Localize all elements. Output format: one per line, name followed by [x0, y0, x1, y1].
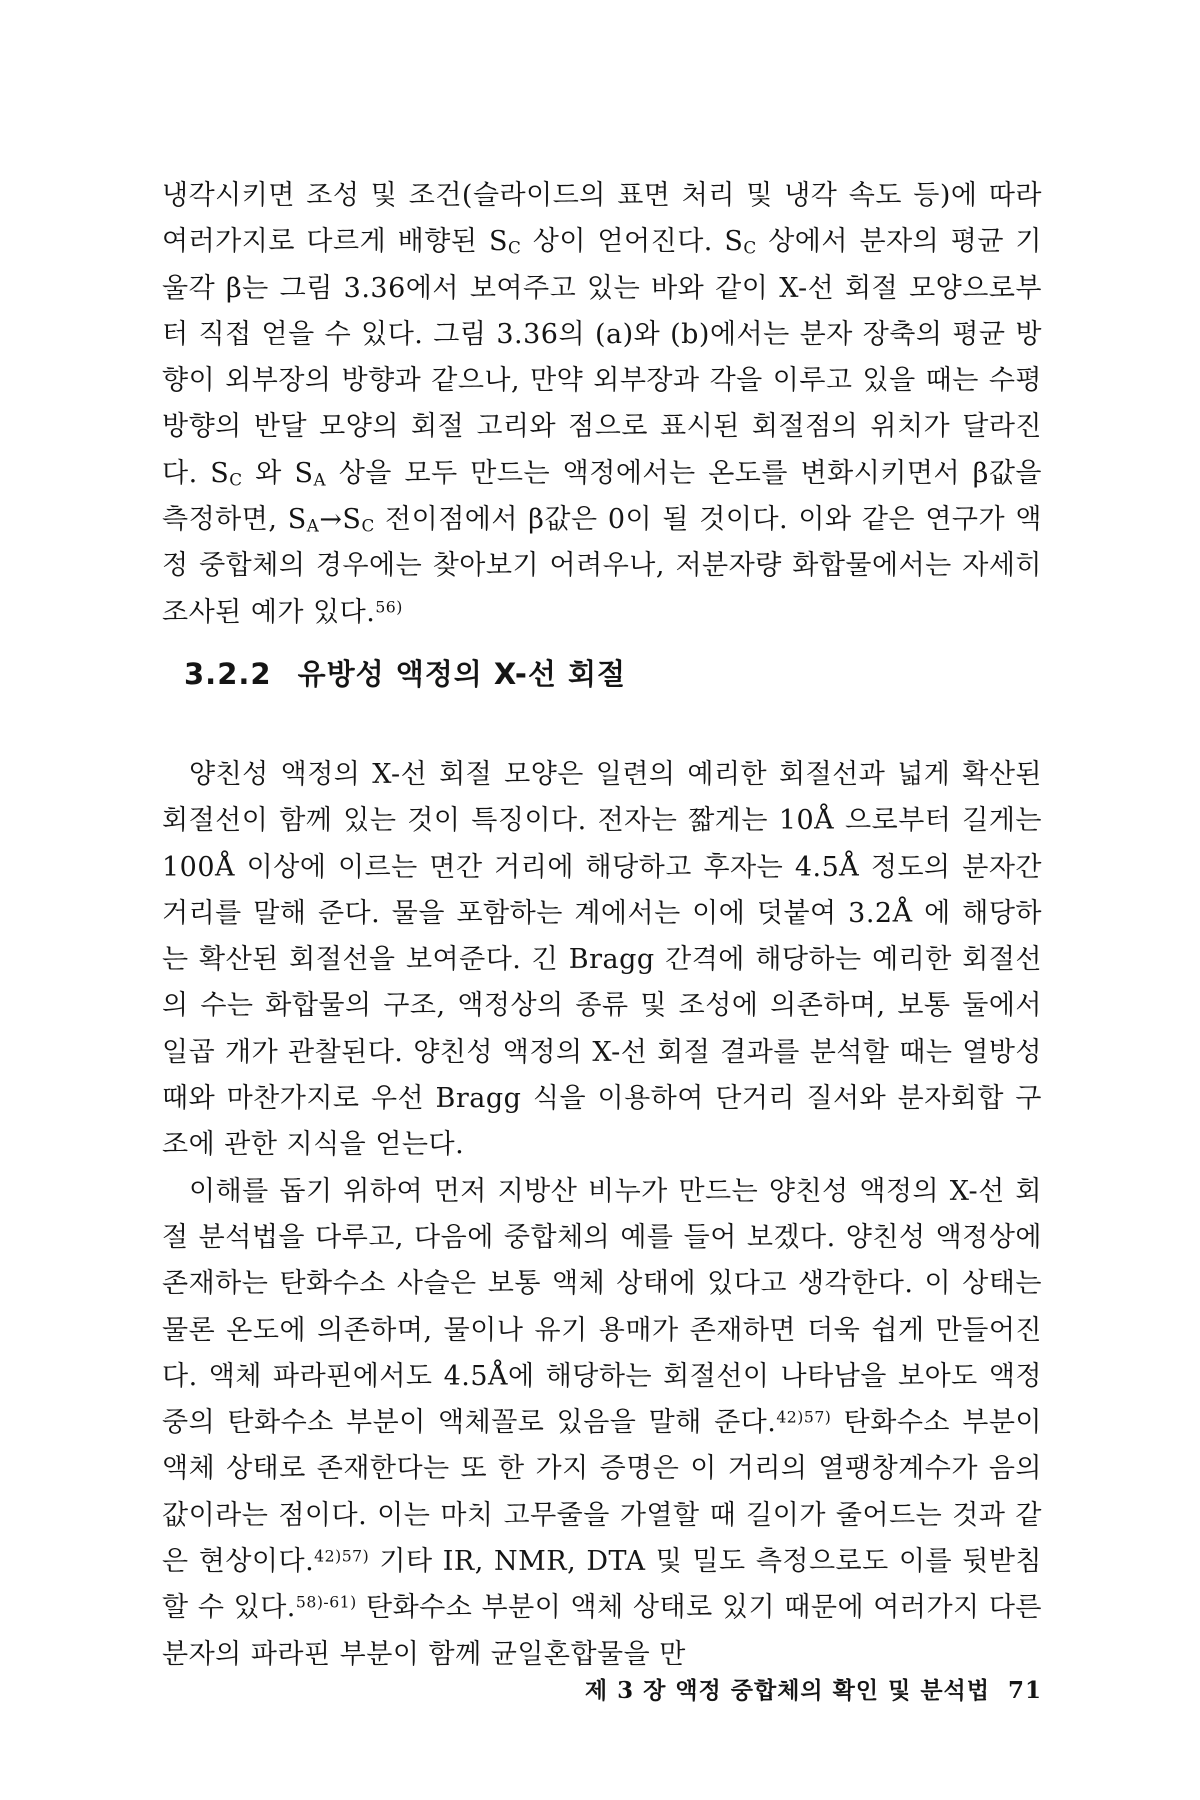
- subscript: A: [313, 469, 327, 490]
- section-number: 3.2.2: [184, 657, 272, 691]
- text-run: 탄화수소 부분이 액체 상태로 있기 때문에 여러가지 다른 분자의 파라핀 부분이 함께 균일혼합물을 만: [162, 1592, 1043, 1670]
- page-footer: [585, 1672, 1042, 1705]
- text-run: 기타 IR, NMR, DTA 및 밀도 측정으로도 이를 뒷받침할 수 있다.: [162, 1546, 1042, 1624]
- reference-superscript: 56): [375, 597, 403, 617]
- text-run: 이해를 돕기 위하여 먼저 지방산 비누가 만드는 양친성 액정의 X-선 회절 분석법을 다루고, 다음에 중합체의 예를 들어 보겠다. 양친성 액정상에 존재하는 탄화수소 사슬은 보통 액체 상태에 있다고 생각한다. 이 상태는 물론 온도에 의존하며, 물이나 유기 용매가 존재하면 더욱 쉽게 만들어진다. 액체 파라핀에서도 4.5Å에 해당하는 회절선이 나타남을 보아도 액정 중의 탄화수소 부분이 액체꼴로 있음을 말해 준다.: [162, 1175, 1042, 1439]
- paragraph-2: 양친성 액정의 X-선 회절 모양은 일련의 예리한 회절선과 넓게 확산된 회절선이 함께 있는 것이 특징이다. 전자는 짧게는 10Å 으로부터 길게는 100Å 이상에 이르는 면간 거리에 해당하고 후자는 4.5Å 정도의 분자간 거리를 말해 준다. 물을 포함하는 계에서는 이에 덧붙여 3.2Å 에 해당하는 확산된 회절선을 보여준다. 긴 Bragg 간격에 해당하는 예리한 회절선의 수는 화합물의 구조, 액정상의 종류 및 조성에 의존하며, 보통 둘에서 일곱 개가 관찰된다. 양친성 액정의 X-선 회절 결과를 분석할 때는 열방성 때와 마찬가지로 우선 Bragg 식을 이용하여 단거리 질서와 분자회합 구조에 관한 지식을 얻는다.: [162, 759, 1042, 1161]
- subscript: C: [361, 515, 375, 536]
- text-run: 상에서 분자의 평균 기울각 β는 그림 3.36에서 보여주고 있는 바와 같이 X-선 회절 모양으로부터 직접 얻을 수 있다. 그림 3.36의 (a)와 (b)에서는 분자 장축의 평균 방향이 외부장의 방향과 같으나, 만약 외부장과 각을 이루고 있을 때는 수평 방향의 반달 모양의 회절 고리와 점으로 표시된 회절점의 위치가 달라진다. S: [162, 226, 1042, 489]
- text-run: 냉각시키면 조성 및 조건(슬라이드의 표면 처리 및 냉각 속도 등)에 따라 여러가지로 다르게 배향된 S: [162, 180, 1042, 258]
- subscript: A: [306, 515, 320, 536]
- text-run: 상을 모두 만드는 액정에서는 온도를 변화시키면서 β값을 측정하면, S: [162, 457, 1042, 536]
- subscript: C: [229, 469, 243, 490]
- section-heading: [184, 652, 626, 693]
- subscript: C: [507, 237, 522, 258]
- reference-superscript: 42)57): [314, 1546, 370, 1566]
- paragraph-1-block: [162, 173, 1042, 636]
- reference-superscript: 42)57): [776, 1407, 832, 1427]
- paragraph-1: [162, 173, 1042, 636]
- text-run: →S: [319, 504, 362, 536]
- reference-superscript: 58)-61): [295, 1592, 357, 1612]
- paragraph-3: [162, 1169, 1042, 1678]
- text-run: 상이 얻어진다. S: [521, 226, 744, 258]
- chapter-title: 제 3 장 액정 중합체의 확인 및 분석법: [584, 1677, 990, 1704]
- text-run: 와 S: [242, 457, 314, 489]
- section-title: 유방성 액정의 X-선 회절: [297, 657, 627, 691]
- paragraph-2-3-block: [162, 752, 1042, 1678]
- text-run: 전이점에서 β값은 0이 될 것이다. 이와 같은 연구가 액정 중합체의 경우에는 찾아보기 어려우나, 저분자량 화합물에서는 자세히 조사된 예가 있다.: [162, 504, 1042, 628]
- text-run: 탄화수소 부분이 액체 상태로 존재한다는 또 한 가지 증명은 이 거리의 열팽창계수가 음의 값이라는 점이다. 이는 마치 고무줄을 가열할 때 길이가 줄어드는 것과 같은 현상이다.: [162, 1407, 1042, 1578]
- page-number: 71: [1007, 1677, 1042, 1704]
- subscript: C: [743, 237, 757, 258]
